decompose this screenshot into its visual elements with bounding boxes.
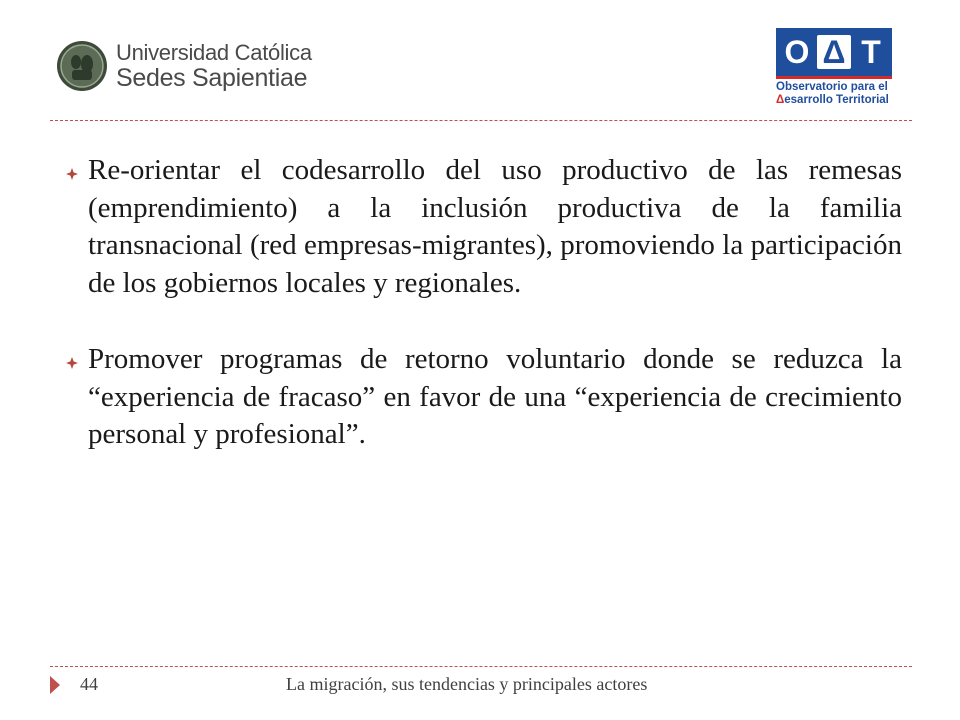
university-logo xyxy=(56,38,312,94)
university-name-line1: Universidad Católica xyxy=(116,40,312,65)
oat-caption-line2 xyxy=(776,94,900,107)
diamond-bullet-icon xyxy=(66,168,78,180)
oat-logo-red-stripe xyxy=(776,76,892,79)
oat-caption xyxy=(776,81,900,107)
footer-title: La migración, sus tendencias y principales actores xyxy=(286,674,648,694)
university-name xyxy=(116,40,312,91)
university-name-line2: Sedes Sapientiae xyxy=(116,64,308,92)
oat-caption-delta: Δ xyxy=(776,94,785,106)
slide-content xyxy=(60,152,902,493)
oat-letter-t: T xyxy=(861,34,881,70)
header-divider xyxy=(50,120,912,121)
bullet-item xyxy=(60,341,902,454)
oat-letter-o: O xyxy=(784,34,810,70)
diamond-bullet-icon xyxy=(66,357,78,369)
oat-logo-box xyxy=(776,28,892,76)
oat-caption-line2-rest: esarrollo Territorial xyxy=(784,94,889,106)
footer-triangle-icon xyxy=(50,676,60,694)
university-seal-icon xyxy=(56,40,108,92)
bullet-text: Promover programas de retorno voluntario donde se reduzca la “experiencia de fracaso” en favor de una “experiencia de crecimiento personal y profesional”. xyxy=(88,343,902,450)
footer-divider xyxy=(50,666,912,667)
bullet-text: Re-orientar el codesarrollo del uso productivo de las remesas (emprendimiento) a la inclusión productiva de la familia transnacional (red empresas-migrantes), promoviendo la participación de los gobiernos locales y regionales. xyxy=(88,154,902,299)
oat-letter-delta: Δ xyxy=(817,35,851,69)
oat-logo xyxy=(776,28,900,108)
oat-caption-line1: Observatorio para el xyxy=(776,81,888,93)
page-number: 44 xyxy=(80,674,98,694)
bullet-item xyxy=(60,152,902,302)
